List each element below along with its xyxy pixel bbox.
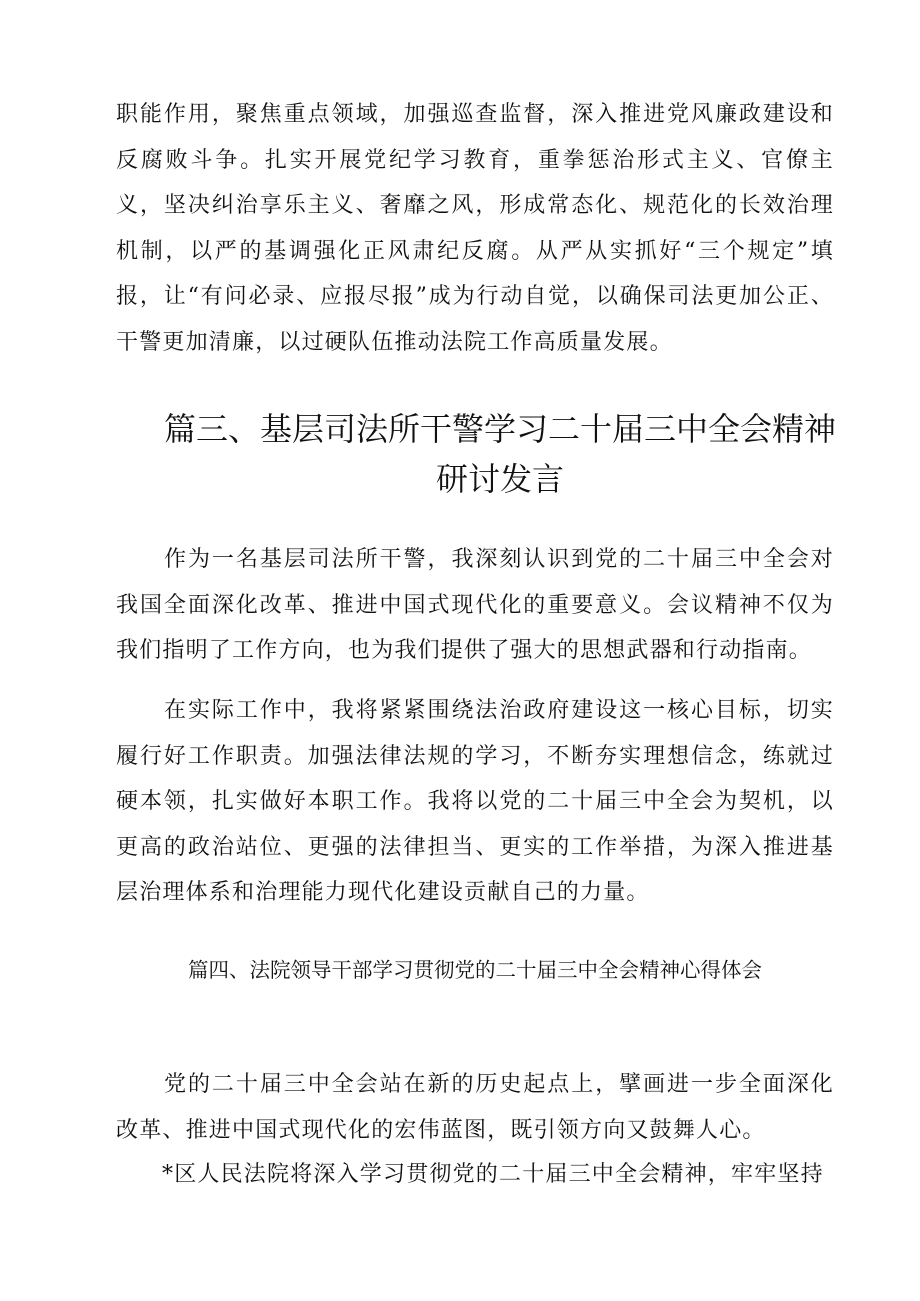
section3-title: 篇三、基层司法所干警学习二十届三中全会精神研讨发言 <box>163 410 836 498</box>
section3-paragraph-1: 作为一名基层司法所干警，我深刻认识到党的二十届三中全会对我国全面深化改革、推进中国式现代化的重要意义。会议精神不仅为我们指明了工作方向，也为我们提供了强大的思想武器和行动指南。 <box>116 547 834 663</box>
section4-paragraph-1: 党的二十届三中全会站在新的历史起点上，擘画进一步全面深化改革、推进中国式现代化的宏伟蓝图，既引领方向又鼓舞人心。 <box>116 1072 834 1143</box>
section3-paragraph-2: 在实际工作中，我将紧紧围绕法治政府建设这一核心目标，切实履行好工作职责。加强法律法规的学习，不断夯实理想信念，练就过硬本领，扎实做好本职工作。我将以党的二十届三中全会为契机，以更高的政治站位、更强的法律担当、更实的工作举措，为深入推进基层治理体系和治理能力现代化建设贡献自己的力量。 <box>116 698 834 905</box>
section4-title: 篇四、法院领导干部学习贯彻党的二十届三中全会精神心得体会 <box>188 958 762 982</box>
intro-paragraph: 职能作用，聚焦重点领域，加强巡查监督，深入推进党风廉政建设和反腐败斗争。扎实开展党纪学习教育，重拳惩治形式主义、官僚主义，坚决纠治享乐主义、奢靡之风，形成常态化、规范化的长效治理机制，以严的基调强化正风肃纪反腐。从严从实抓好“三个规定”填报，让“有问必录、应报尽报”成为行动自觉，以确保司法更加公正、干警更加清廉，以过硬队伍推动法院工作高质量发展。 <box>116 102 834 355</box>
section4-paragraph-2: *区人民法院将深入学习贯彻党的二十届三中全会精神，牢牢坚持 <box>162 1162 824 1187</box>
